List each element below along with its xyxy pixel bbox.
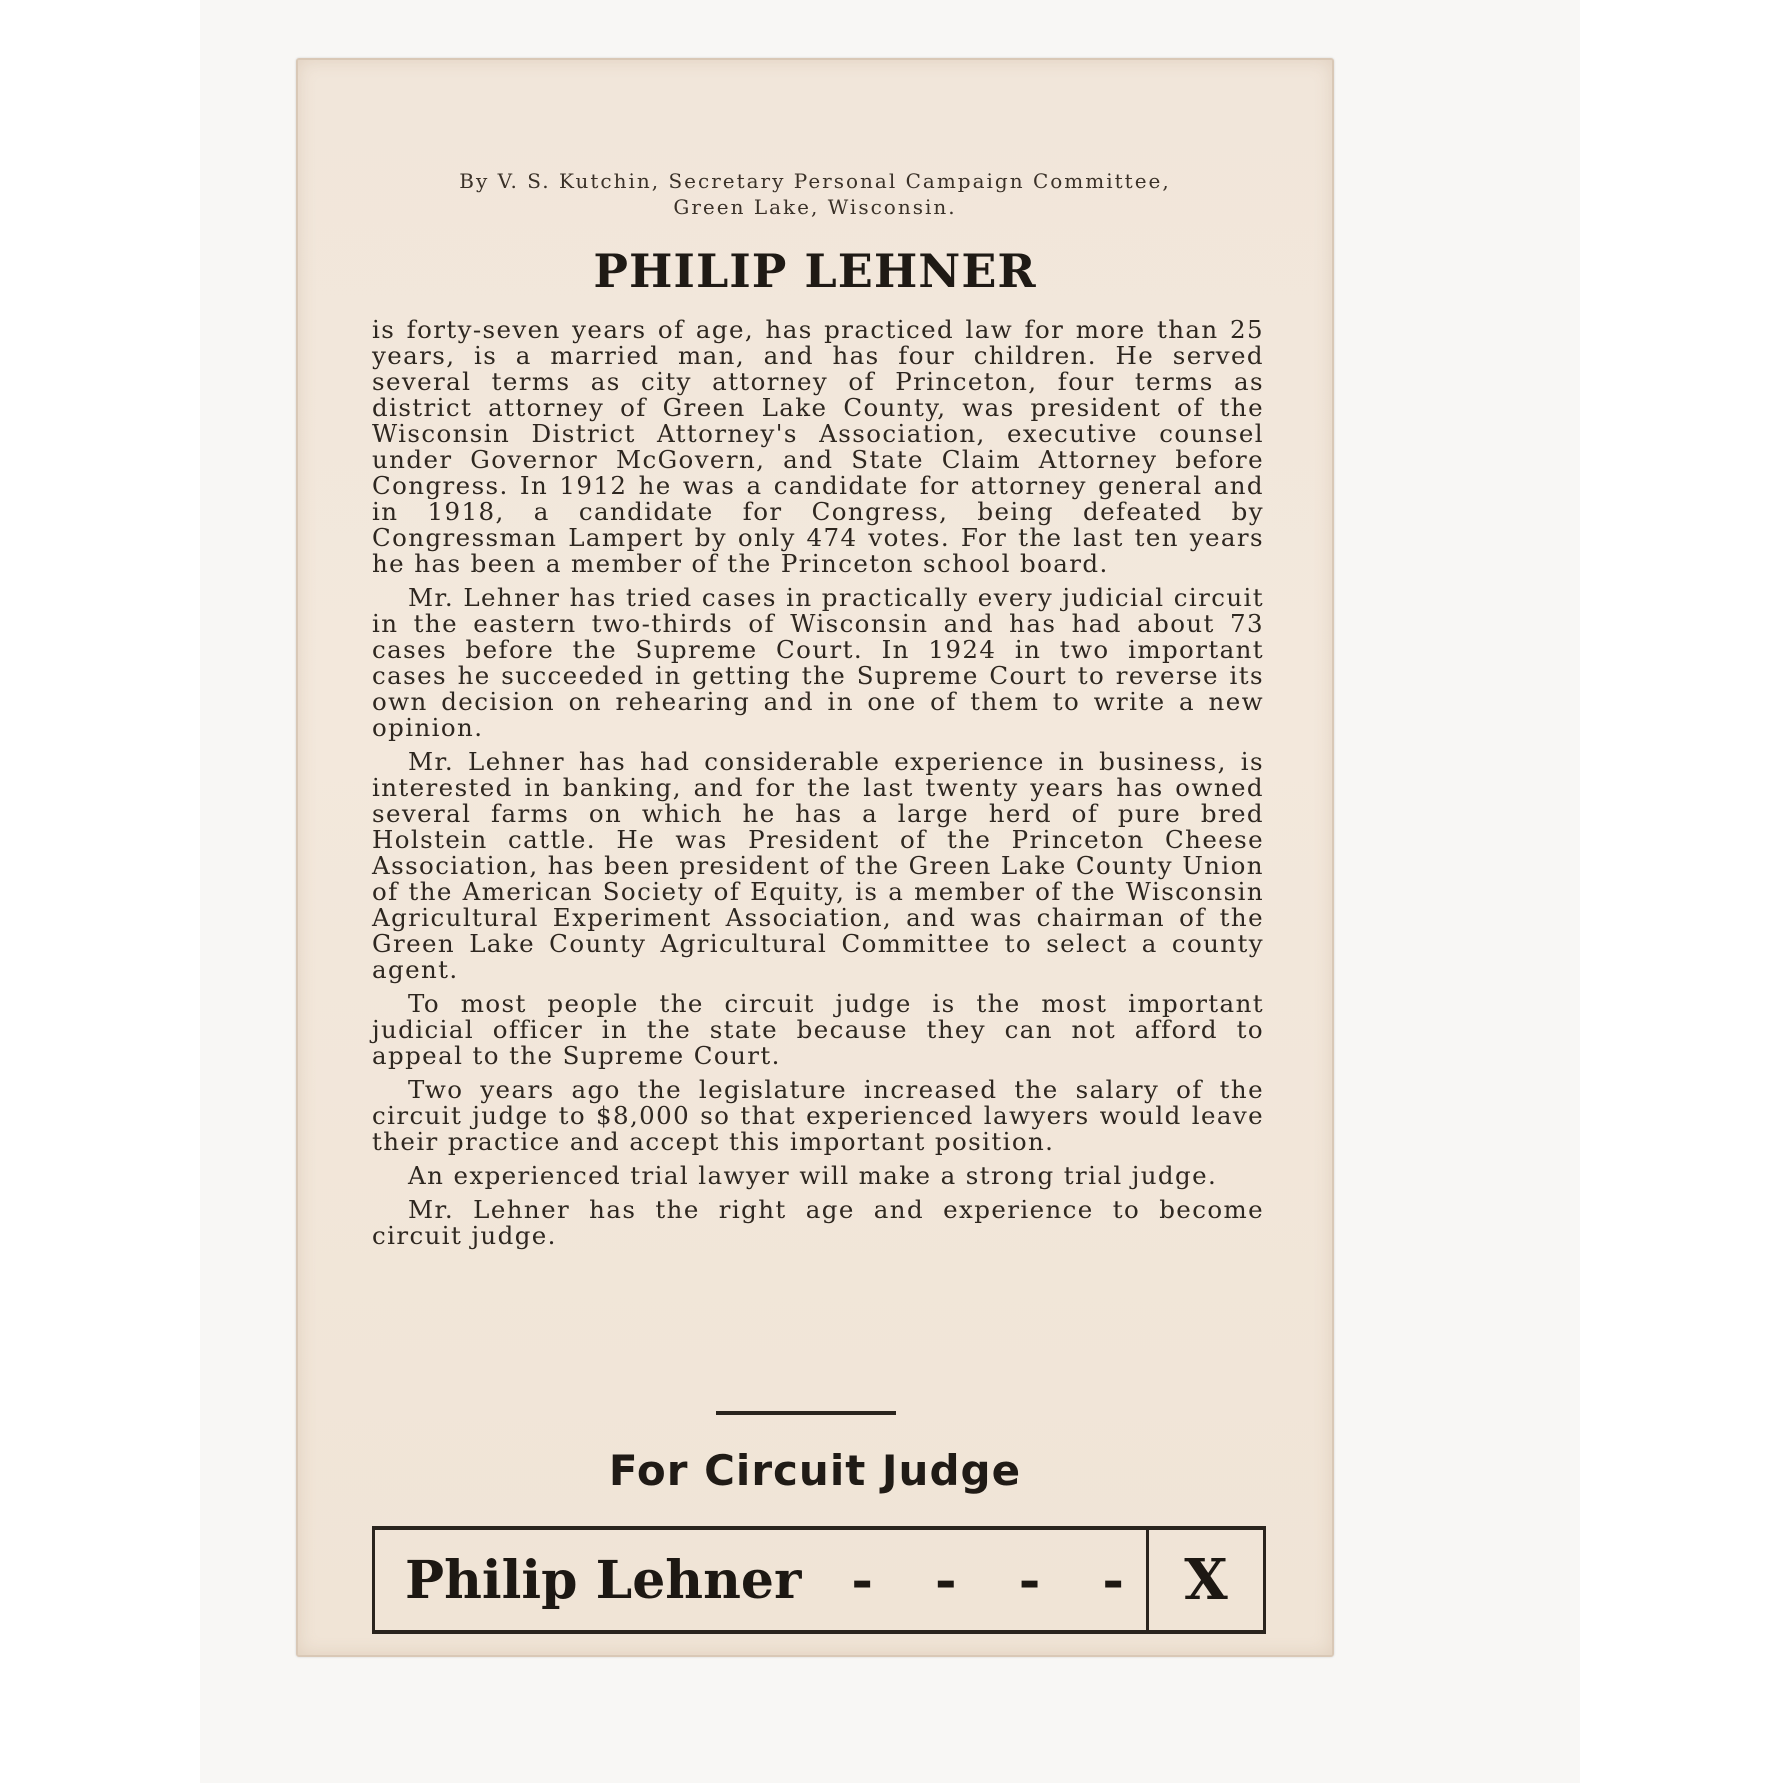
divider-rule bbox=[716, 1411, 896, 1415]
ballot-candidate-cell bbox=[375, 1530, 1149, 1630]
byline-line-1: By V. S. Kutchin, Secretary Personal Campaign Committee, bbox=[459, 169, 1171, 193]
campaign-card bbox=[296, 58, 1334, 1657]
paragraph-salary: Two years ago the legislature increased the salary of the circuit judge to $8,000 so that experienced lawyers would leave their practice and accept this important position. bbox=[372, 1075, 1264, 1156]
office-heading: For Circuit Judge bbox=[608, 1446, 1022, 1495]
paragraph-trial-lawyer: An experienced trial lawyer will make a strong trial judge. bbox=[408, 1161, 1218, 1190]
sample-ballot-box bbox=[372, 1526, 1266, 1634]
ballot-dashes: - - - - bbox=[851, 1549, 1147, 1611]
candidate-heading: PHILIP LEHNER bbox=[593, 244, 1037, 298]
byline bbox=[338, 168, 1292, 220]
ballot-candidate-name: Philip Lehner bbox=[405, 1549, 802, 1611]
paragraph-intro: is forty-seven years of age, has practiced law for more than 25 years, is a married man, and has four children. He served several terms as city attorney of Princeton, four terms as district attorney of Green Lake County, was president of the Wisconsin District Attorney's Association, executive counsel under Governor McGovern, and State Claim Attorney before Congress. In 1912 he was a candidate for attorney general and in 1918, a candidate for Congress, being defeated by Congressman Lampert by only 474 votes. For the last ten years he has been a member of the Princeton school board. bbox=[372, 315, 1264, 578]
paragraph-importance: To most people the circuit judge is the most important judicial officer in the state because they can not afford to appeal to the Supreme Court. bbox=[372, 989, 1264, 1070]
paragraph-business: Mr. Lehner has had considerable experience in business, is interested in banking, and for the last twenty years has owned several farms on which he has a large herd of pure bred Holstein cattle. He was President of the Princeton Cheese Association, has been president of the Green Lake County Union of the American Society of Equity, is a member of the Wisconsin Agricultural Experiment Association, and was chairman of the Green Lake County Agricultural Committee to select a county agent. bbox=[372, 747, 1264, 984]
paragraph-cases: Mr. Lehner has tried cases in practically every judicial circuit in the eastern two-thirds of Wisconsin and has had about 73 cases before the Supreme Court. In 1924 in two important cases he succeeded in getting the Supreme Court to reverse its own decision on rehearing and in one of them to write a new opinion. bbox=[372, 583, 1264, 742]
ballot-mark-cell: X bbox=[1184, 1547, 1228, 1613]
biography-text bbox=[372, 317, 1264, 1257]
paragraph-conclusion: Mr. Lehner has the right age and experience to become circuit judge. bbox=[372, 1195, 1264, 1250]
byline-line-2: Green Lake, Wisconsin. bbox=[673, 195, 957, 219]
